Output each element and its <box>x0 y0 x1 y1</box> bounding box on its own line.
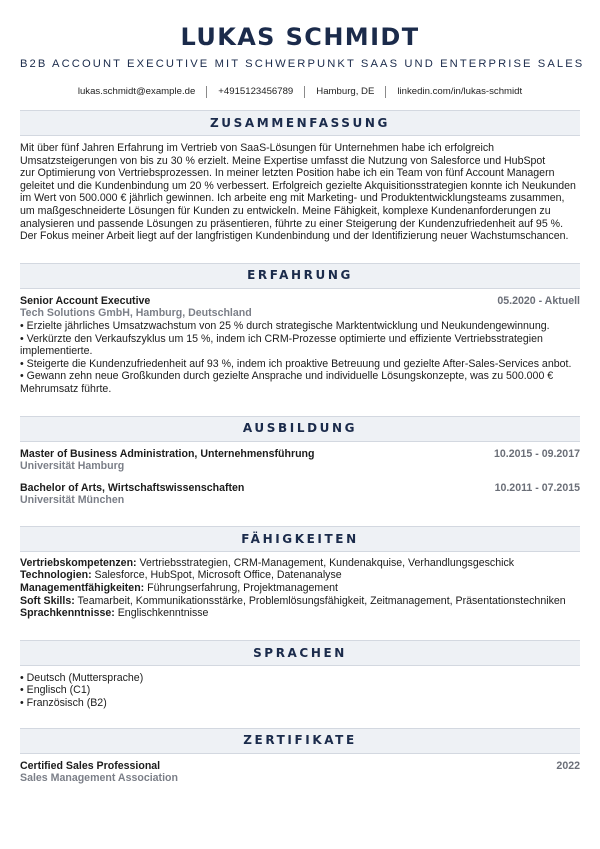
contact-divider <box>206 86 207 98</box>
list-item: • Erzielte jährliches Umsatzwachstum von 25 % durch strategische Marktentwicklung und Neukundengewinnung. <box>20 319 550 332</box>
skill-label: Soft Skills: <box>20 594 75 607</box>
skill-row <box>20 582 580 595</box>
summary-line: um maßgeschneiderte Lösungen für Kunden zu entwickeln. Meine Fähigkeit, komplexe Kundenanforderungen zu <box>20 204 551 217</box>
contact-location: Hamburg, DE <box>316 86 375 97</box>
contact-email[interactable]: lukas.schmidt@example.de <box>77 86 196 97</box>
list-item: • Deutsch (Muttersprache) <box>20 671 144 684</box>
headline: B2B ACCOUNT EXECUTIVE MIT SCHWERPUNKT SAAS UND ENTERPRISE SALES <box>20 58 585 70</box>
skills-list <box>20 557 580 620</box>
list-item: • Englisch (C1) <box>20 684 91 697</box>
list-item: • Verkürzte den Verkaufszyklus um 15 %, indem ich CRM-Prozesse optimierte und effiziente Vertriebsstrategien <box>20 332 543 345</box>
certificate-entry <box>20 760 580 785</box>
list-item: Mehrumsatz führte. <box>20 382 112 395</box>
section-header-certificates: ZERTIFIKATE <box>20 728 580 754</box>
skill-value: Vertriebsstrategien, CRM-Management, Kundenakquise, Verhandlungsgeschick <box>136 556 515 569</box>
experience-head <box>20 295 580 308</box>
certificate-year: 2022 <box>556 759 580 772</box>
certificate-head <box>20 760 580 773</box>
list-item: • Steigerte die Kundenzufriedenheit auf 93 %, indem ich proaktive Betreuung und gezielte After-Sales-Services anbot. <box>20 357 572 370</box>
experience-bullets <box>20 320 580 396</box>
contact-divider <box>385 86 386 98</box>
contact-linkedin[interactable]: linkedin.com/in/lukas-schmidt <box>397 86 523 97</box>
skill-row <box>20 557 580 570</box>
summary-line: Mit über fünf Jahren Erfahrung im Vertrieb von SaaS-Lösungen für Unternehmen habe ich erfolgreich <box>20 142 495 154</box>
contact-divider <box>304 86 305 98</box>
contact-phone[interactable]: +4915123456789 <box>218 86 294 97</box>
education-entry <box>20 448 580 473</box>
summary-line: geleitet und die Kundenbindung um 20 % verbessert. Erfolgreich gezielte Akquisitionsstrategien konnte ich Neukunden <box>20 179 576 192</box>
skill-label: Managementfähigkeiten: <box>20 582 145 595</box>
job-title: Senior Account Executive <box>20 294 151 307</box>
candidate-name: LUKAS SCHMIDT <box>180 23 420 51</box>
section-header-summary: ZUSAMMENFASSUNG <box>20 110 580 136</box>
skill-value: Englischkenntnisse <box>114 607 209 620</box>
experience-entry <box>20 295 580 396</box>
summary-text <box>20 142 580 243</box>
skill-label: Technologien: <box>20 569 92 582</box>
education-date: 10.2015 - 09.2017 <box>493 447 580 460</box>
education-head <box>20 482 580 495</box>
education-head <box>20 448 580 461</box>
skill-value: Salesforce, HubSpot, Microsoft Office, Datenanalyse <box>91 569 342 582</box>
list-item: • Gewann zehn neue Großkunden durch gezielte Ansprache und individuelle Lösungskonzepte, was zu 500.000 € <box>20 370 554 383</box>
job-date: 05.2020 - Aktuell <box>497 294 580 307</box>
contact-bar <box>20 86 580 98</box>
list-item: • Französisch (B2) <box>20 697 107 710</box>
section-header-education: AUSBILDUNG <box>20 416 580 442</box>
section-header-skills: FÄHIGKEITEN <box>20 526 580 552</box>
education-entry <box>20 482 580 507</box>
summary-line: Der Fokus meiner Arbeit liegt auf der langfristigen Kundenbindung und der Identifizierung neuer Wachstumschancen. <box>20 230 569 243</box>
skill-row <box>20 607 580 620</box>
list-item: implementierte. <box>20 345 93 358</box>
degree: Bachelor of Arts, Wirtschaftswissenschaften <box>20 481 245 494</box>
certificate-name: Certified Sales Professional <box>20 759 161 772</box>
skill-row <box>20 569 580 582</box>
degree: Master of Business Administration, Unternehmensführung <box>20 447 315 460</box>
section-header-experience: ERFAHRUNG <box>20 263 580 289</box>
summary-line: analysieren und passende Lösungen zu präsentieren, führte zu einer Steigerung der Kundenzufriedenheit auf 95 %. <box>20 217 564 230</box>
skill-label: Sprachkenntnisse: <box>20 607 115 620</box>
school-name: Universität Hamburg <box>20 460 125 473</box>
certificate-issuer: Sales Management Association <box>20 772 178 785</box>
skill-value: Teamarbeit, Kommunikationsstärke, Problemlösungsfähigkeit, Zeitmanagement, Präsentationstechniken <box>74 594 566 607</box>
skill-value: Führungserfahrung, Projektmanagement <box>144 582 338 595</box>
summary-line: im Wert von 500.000 € jährlich gewinnen. Ich arbeite eng mit Marketing- und Produktentwicklungsteams zusammen, <box>20 192 565 205</box>
languages-list <box>20 672 580 710</box>
company-name: Tech Solutions GmbH, Hamburg, Deutschland <box>20 307 252 320</box>
section-header-languages: SPRACHEN <box>20 640 580 666</box>
school-name: Universität München <box>20 494 125 507</box>
skill-row <box>20 595 580 608</box>
summary-line: Umsatzsteigerungen von bis zu 30 % erzielt. Meine Expertise umfasst die Nutzung von Salesforce und HubSpot <box>20 154 546 167</box>
education-date: 10.2011 - 07.2015 <box>494 481 580 494</box>
skill-label: Vertriebskompetenzen: <box>20 556 137 569</box>
summary-line: zur Optimierung von Vertriebsprozessen. In meiner letzten Position habe ich ein Team von fünf Account Managern <box>20 167 555 180</box>
